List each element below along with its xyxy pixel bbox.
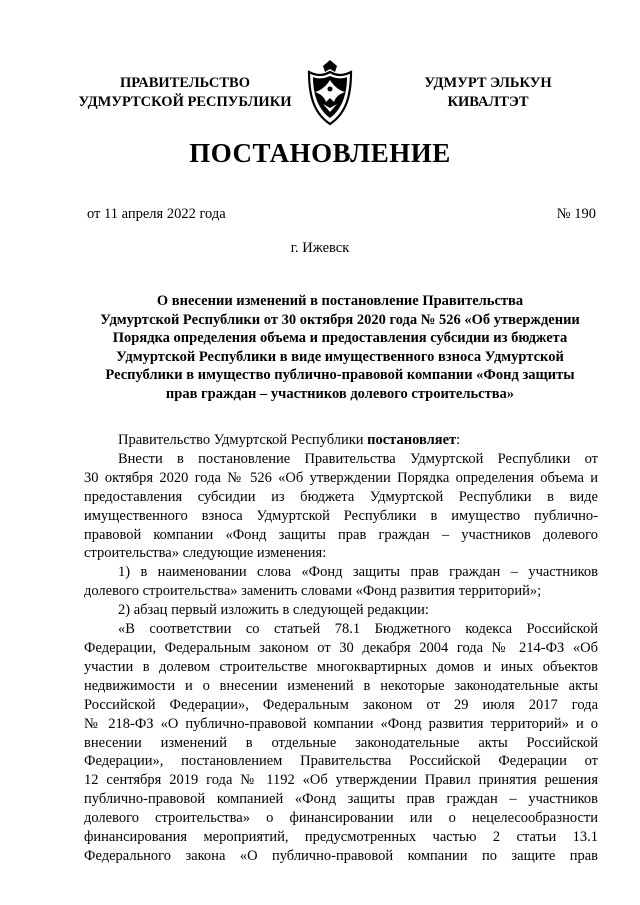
body-line: финансирования мероприятий, предусмотренных частью 2 статьи 13.1 [84, 829, 598, 846]
body-line: строительства» следующие изменения: [84, 545, 327, 562]
document-type-title: ПОСТАНОВЛЕНИЕ [189, 138, 451, 168]
subject-line: прав граждан – участников долевого строительства» [165, 385, 515, 402]
body-line: Федерации, Федеральным законом от 30 декабря 2004 года № 214-ФЗ «Об [84, 639, 598, 656]
body-line: участии в долевом строительстве многоквартирных домов и иных объектов [84, 658, 598, 675]
org-left-line-2: УДМУРТСКОЙ РЕСПУБЛИКИ [78, 94, 292, 110]
document-city: г. Ижевск [290, 240, 350, 256]
body-line: 12 сентября 2019 года № 1192 «Об утверждении Правил принятия решения [84, 772, 598, 789]
body-line: № 218-ФЗ «О публично-правовой компании «Фонд развития территорий» и о [84, 715, 598, 732]
org-left-line-1: ПРАВИТЕЛЬСТВО [120, 75, 250, 91]
document-number: № 190 [556, 206, 596, 222]
body-line: Федерального закона «О публично-правовой компании по защите прав [84, 847, 598, 864]
intro-colon: : [456, 432, 461, 448]
body-line: 30 октября 2020 года № 526 «Об утверждении Порядка определения объема и [84, 469, 598, 486]
body-line: имущественного взноса Удмуртской Республики в имущество публично- [84, 507, 598, 524]
coat-of-arms-icon [301, 58, 359, 126]
document-subject [80, 292, 600, 404]
subject-line: Республики в имущество публично-правовой компании «Фонд защиты [105, 367, 575, 384]
body-line: недвижимости и о внесении изменений в некоторые законодательные акты [84, 677, 598, 694]
intro-text: Правительство Удмуртской Республики [118, 432, 368, 448]
government-name-russian [70, 74, 300, 112]
document-body [84, 431, 598, 866]
subject-line: Удмуртской Республики от 30 октября 2020 года № 526 «Об утверждении [100, 311, 580, 328]
subject-line: Порядка определения объема и предоставления субсидии из бюджета [112, 330, 568, 347]
body-intro [84, 431, 598, 450]
body-line: правовой компании «Фонд защиты прав граждан – участников долевого [84, 526, 598, 543]
body-line: 2) абзац первый изложить в следующей редакции: [118, 602, 429, 619]
body-line: предоставления субсидии из бюджета Удмуртской Республики в виде [84, 488, 598, 505]
body-line: внесении изменений в отдельные законодательные акты Российской [84, 734, 598, 751]
intro-decree-word: постановляет [367, 432, 457, 448]
body-line: Федерации», постановлением Правительства Российской Федерации от [84, 753, 598, 770]
body-line: Российской Федерации», Федеральным законом от 29 июля 2017 года [84, 696, 598, 713]
document-date: от 11 апреля 2022 года [87, 206, 226, 222]
subject-line: Удмуртской Республики в виде имущественного взноса Удмуртской [116, 348, 564, 365]
body-line: публично-правовой компанией «Фонд защиты прав граждан – участников [84, 791, 598, 808]
body-line: долевого строительства» заменить словами «Фонд развития территорий»; [84, 583, 542, 600]
body-line: Внести в постановление Правительства Удмуртской Республики от [118, 450, 598, 467]
government-name-udmurt [398, 74, 578, 112]
body-line: «В соответствии со статьей 78.1 Бюджетного кодекса Российской [118, 621, 598, 638]
org-right-line-1: УДМУРТ ЭЛЬКУН [424, 75, 552, 91]
body-line: долевого строительства» о финансировании или о нецелесообразности [84, 810, 598, 827]
org-right-line-2: КИВАЛТЭТ [447, 94, 529, 110]
body-line: 1) в наименовании слова «Фонд защиты прав граждан – участников [118, 564, 598, 581]
subject-line: О внесении изменений в постановление Правительства [156, 293, 524, 309]
document-header [0, 74, 640, 134]
